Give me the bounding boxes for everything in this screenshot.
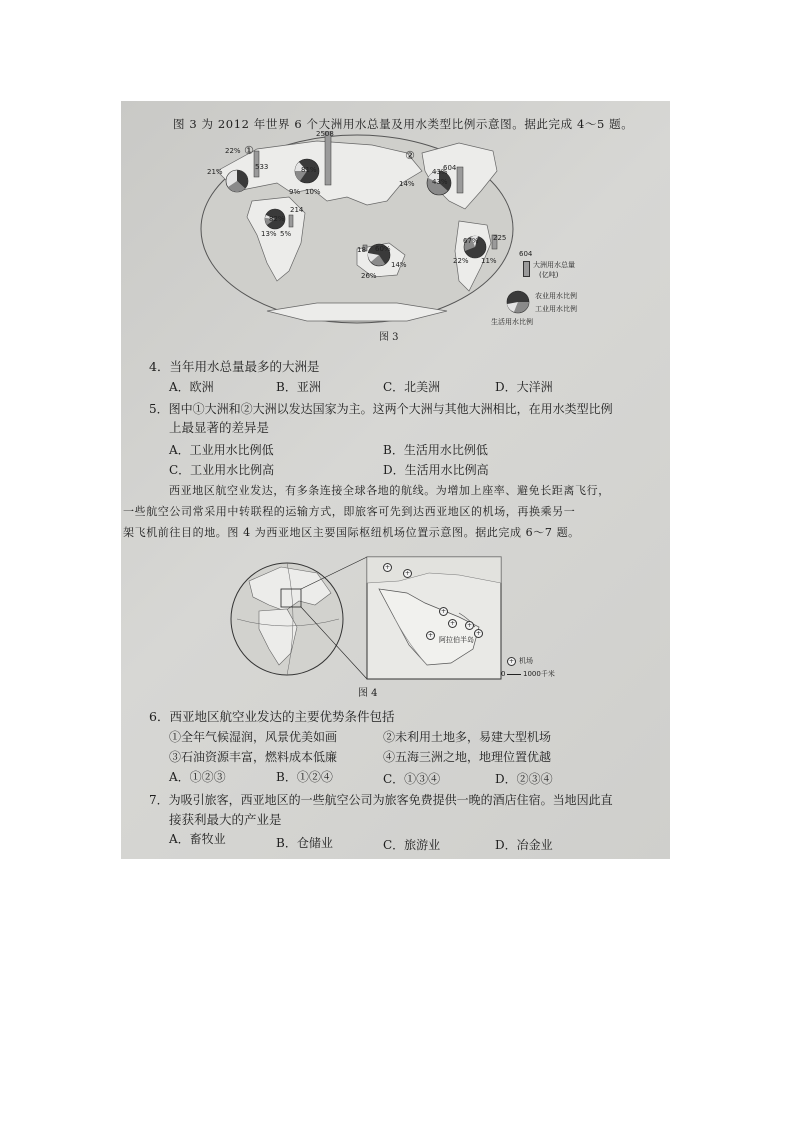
airport-icon: + [449, 620, 456, 627]
scale-1000: 1000千米 [523, 670, 555, 678]
q4-option-a: A．欧洲 [169, 380, 214, 394]
label-oceania-60: 60% [375, 245, 391, 253]
legend-airport-icon: + [508, 658, 515, 665]
scale-zero: 0 [501, 670, 506, 678]
world-map-svg [197, 131, 517, 327]
legend-total-unit: (亿吨) [539, 271, 559, 279]
label-africa-214: 214 [290, 206, 304, 214]
label-sa-67: 67% [463, 237, 479, 245]
q4-option-c: C．北美洲 [383, 380, 441, 394]
fig3-intro: 图 3 为 2012 年世界 6 个大洲用水总量及用水类型比例示意图。据此完成 4～5 题。 [173, 117, 634, 131]
label-europe-21: 21% [207, 168, 223, 176]
q5-stem-line2: 上最显著的差异是 [169, 420, 270, 435]
q6-option-a: A．①②③ [169, 770, 226, 784]
fig4-intro-line3: 架飞机前往目的地。图 4 为西亚地区主要国际枢纽机场位置示意图。据此完成 6～7 题。 [123, 526, 580, 539]
label-na-14: 14% [399, 180, 415, 188]
q5-option-a: A．工业用水比例低 [169, 443, 274, 457]
q7-option-b: B．仓储业 [276, 836, 333, 850]
legend-pie-icon [505, 289, 531, 319]
q6-option-d: D．②③④ [495, 772, 553, 786]
fig4-map [229, 553, 529, 687]
legend-total-value: 604 [519, 250, 533, 258]
airport-icon: + [404, 570, 411, 577]
label-asia-81: 81% [301, 166, 317, 174]
q6-item-1: ①全年气候湿润，风景优美如画 [169, 730, 338, 744]
bar-asia [325, 131, 331, 185]
label-europe-533: 533 [255, 163, 269, 171]
q7-option-c: C．旅游业 [383, 838, 441, 852]
label-africa-13: 13% [261, 230, 277, 238]
exam-page-photo [121, 101, 670, 859]
fig3-caption: 图 3 [379, 332, 399, 343]
airport-icon: + [466, 622, 473, 629]
q4-option-b: B．亚洲 [276, 380, 321, 394]
airport-icon: + [384, 564, 391, 571]
legend-domestic: 生活用水比例 [491, 318, 533, 326]
q5-option-b: B．生活用水比例低 [383, 443, 488, 457]
label-asia-9: 9% [289, 188, 301, 196]
q7-option-d: D．冶金业 [495, 838, 553, 852]
label-na-43b: 43% [432, 178, 448, 186]
label-sa-11: 11% [481, 257, 497, 265]
legend-total-label: 大洲用水总量 [533, 261, 575, 269]
fig3-map [197, 131, 517, 331]
arabian-peninsula-label: 阿拉伯半岛 [439, 636, 474, 644]
label-europe-22: 22% [225, 147, 241, 155]
label-oceania-18: 18 [357, 246, 366, 254]
legend-industry: 工业用水比例 [535, 305, 577, 313]
label-africa-82: 82% [269, 215, 285, 223]
label-oceania-26: 26% [361, 272, 377, 280]
q5-stem-line1: 5．图中①大洲和②大洲以发达国家为主。这两个大洲与其他大洲相比，在用水类型比例 [149, 402, 613, 416]
q6-option-c: C．①③④ [383, 772, 441, 786]
q6-option-b: B．①②④ [276, 770, 333, 784]
fig4-caption: 图 4 [358, 688, 378, 699]
q6-item-2: ②未利用土地多，易建大型机场 [383, 730, 552, 744]
q5-option-d: D．生活用水比例高 [383, 463, 489, 477]
continent-marker-2: ② [405, 149, 415, 162]
label-na-43a: 43% [432, 168, 448, 176]
airport-icon: + [440, 608, 447, 615]
legend-airport-label: 机场 [519, 657, 533, 665]
legend-bar-icon [523, 261, 530, 277]
label-africa-5: 5% [280, 230, 292, 238]
label-sa-22: 22% [453, 257, 469, 265]
q6-item-4: ④五海三洲之地，地理位置优越 [383, 750, 552, 764]
airport-icon: + [475, 630, 482, 637]
fig4-intro-line2: 一些航空公司常采用中转联程的运输方式，即旅客可先到达西亚地区的机场，再换乘另一 [123, 505, 576, 518]
continent-marker-1: ① [244, 144, 254, 157]
q7-stem-line1: 7．为吸引旅客，西亚地区的一些航空公司为旅客免费提供一晚的酒店住宿。当地因此直 [149, 793, 613, 807]
bar-north-america [457, 167, 463, 193]
pie-europe [226, 170, 248, 192]
airport-icon: + [427, 632, 434, 639]
fig4-intro-line1: 西亚地区航空业发达，有多条连接全球各地的航线。为增加上座率、避免长距离飞行， [169, 484, 610, 497]
label-oceania-14: 14% [391, 261, 407, 269]
q6-item-3: ③石油资源丰富，燃料成本低廉 [169, 750, 338, 764]
q7-stem-line2: 接获利最大的产业是 [169, 812, 282, 827]
label-asia-2508: 2508 [316, 130, 334, 138]
label-na-604: 604 [443, 164, 457, 172]
bar-africa [289, 215, 293, 227]
west-asia-map-svg [229, 553, 529, 683]
q4-stem: 4．当年用水总量最多的大洲是 [149, 359, 320, 374]
q4-option-d: D．大洋洲 [495, 380, 553, 394]
legend-agri: 农业用水比例 [535, 292, 577, 300]
label-asia-10: 10% [305, 188, 321, 196]
q6-stem: 6．西亚地区航空业发达的主要优势条件包括 [149, 709, 395, 724]
q5-option-c: C．工业用水比例高 [169, 463, 275, 477]
label-sa-225: 225 [493, 234, 507, 242]
q7-option-a: A．畜牧业 [169, 832, 226, 846]
scale-bar [507, 674, 521, 675]
